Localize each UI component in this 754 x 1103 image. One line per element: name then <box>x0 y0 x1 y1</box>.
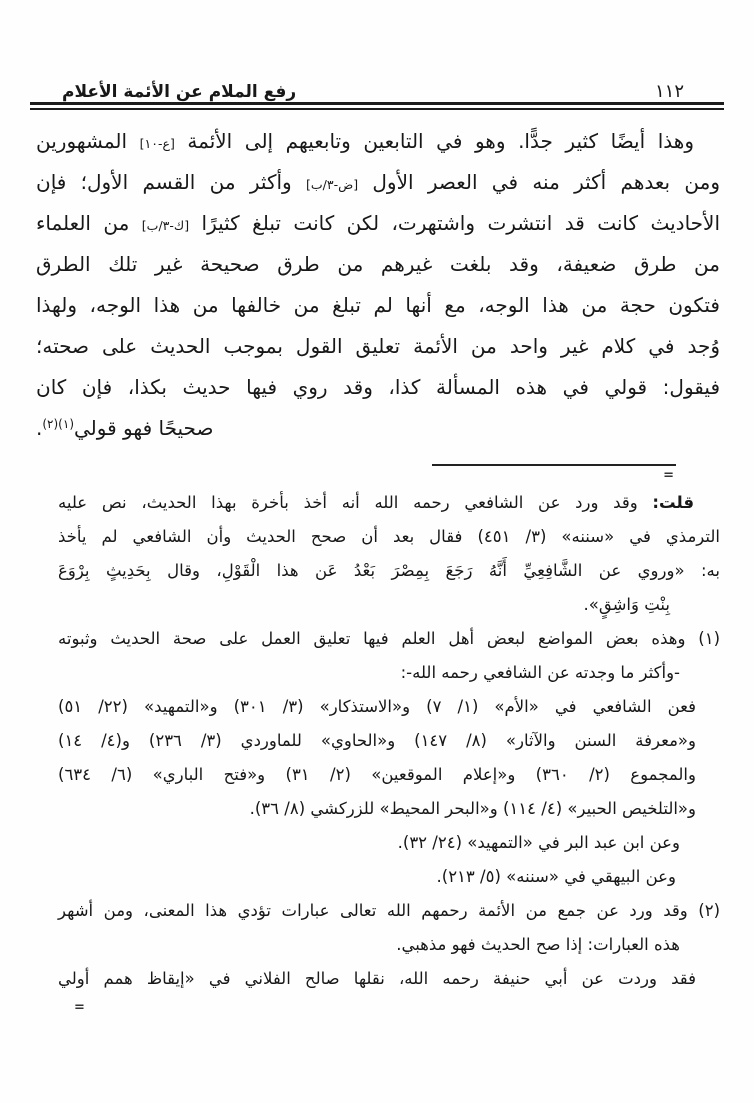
footnote-line: الترمذي في «سننه» (٣/ ٤٥١) فقال بعد أن صحح الحديث وأن الشافعي لم يأخذ <box>58 527 720 546</box>
footnote-line: (١) وهذه بعض المواضع لبعض أهل العلم فيها تعليق العمل على صحة الحديث وثبوته <box>58 629 720 648</box>
footnote-line: فقد وردت عن أبي حنيفة رحمه الله، نقلها صالح الفلاني في «إيقاظ همم أولي <box>58 969 696 988</box>
footnote-ref-markers: (١)(٢) <box>42 417 75 431</box>
main-text <box>36 121 720 449</box>
text-line <box>36 121 720 162</box>
qultu-lead: قلت: <box>652 493 694 512</box>
footnote-line: و«التلخيص الحبير» (٤/ ١١٤) و«البحر المحيط» للزركشي (٨/ ٣٦). <box>249 799 696 818</box>
text-segment: الأحاديث كانت قد انتشرت واشتهرت، لكن كانت تبلغ كثيرًا <box>201 211 721 235</box>
header-double-rule <box>30 102 724 110</box>
text-line: وُجد في كلام غير واحد من الأئمة تعليق القول بموجب الحديث على صحته؛ <box>36 334 720 358</box>
footnote-line: هذه العبارات: إذا صح الحديث فهو مذهبي. <box>396 935 680 954</box>
text-segment: المشهورين <box>36 129 128 153</box>
footnote-line: والمجموع (٢/ ٣٦٠) و«إعلام الموقعين» (٢/ ٣١) و«فتح الباري» (٦/ ٦٣٤) <box>58 765 696 784</box>
text-segment: صحيحًا فهو قولي <box>74 416 214 440</box>
book-title: رفع الملام عن الأئمة الأعلام <box>62 82 297 102</box>
continuation-mark-top: = <box>663 468 674 483</box>
page-number: ١١٢ <box>654 81 684 102</box>
text-segment: من العلماء <box>36 211 130 235</box>
footnote-separator <box>432 464 676 466</box>
text-line <box>36 408 720 449</box>
text-segment: وهذا أيضًا كثير جدًّا. وهو في التابعين وتابعيهم إلى الأئمة <box>187 129 695 153</box>
text-line <box>36 203 720 244</box>
footnotes-section <box>58 486 720 996</box>
page-header <box>32 70 720 102</box>
footnote-line: فعن الشافعي في «الأم» (١/ ٧) و«الاستذكار» (٣/ ٣٠١) و«التمهيد» (٢٢/ ٥١) <box>58 697 696 716</box>
text-line: فتكون حجة من هذا الوجه، مع أنها لم تبلغ من خالفها من هذا الوجه، ولهذا <box>36 293 720 317</box>
footnote-line: وعن ابن عبد البر في «التمهيد» (٢٤/ ٣٢). <box>397 833 680 852</box>
text-segment: وقد ورد عن الشافعي رحمه الله أنه أخذ بأخرة بهذا الحديث، نص عليه <box>58 493 653 512</box>
text-segment: . <box>36 416 43 440</box>
footnote-line: به: «وروي عن الشَّافِعِيِّ أَنَّهُ رَجَعَ بِمِصْرَ بَعْدُ عَن هذا الْقَوْلِ، وقال بِحَدِيثٍ بِرْوَعَ <box>58 561 720 580</box>
text-segment: ومن بعدهم أكثر منه في العصر الأول <box>372 170 720 194</box>
footnote-line: (٢) وقد ورد عن جمع من الأئمة رحمهم الله تعالى عبارات تؤدي هذا المعنى، ومن أشهر <box>58 901 720 920</box>
footnote-line: بِنْتِ وَاشِقٍ». <box>583 595 670 614</box>
footnote-line <box>58 486 720 520</box>
text-line: من طرق ضعيفة، وقد بلغت غيرهم من طرق صحيحة غير تلك الطرق <box>36 252 720 276</box>
text-line <box>36 162 720 203</box>
text-segment: وأكثر من القسم الأول؛ فإن <box>36 170 292 194</box>
manuscript-folio-ref: [ك-٣/ب] <box>141 218 190 233</box>
footnote-line: و«معرفة السنن والآثار» (٨/ ١٤٧) و«الحاوي» للماوردي (٣/ ٢٣٦) و(٤/ ١٤) <box>58 731 696 750</box>
footnote-line: -وأكثر ما وجدته عن الشافعي رحمه الله-: <box>400 663 680 682</box>
manuscript-folio-ref: [ع-١٠] <box>139 136 175 151</box>
text-line: فيقول: قولي في هذه المسألة كذا، وقد روي فيها حديث بكذا، فإن كان <box>36 375 720 399</box>
manuscript-folio-ref: [ض-٣/ب] <box>306 177 359 192</box>
continuation-mark-bottom: = <box>74 1000 85 1015</box>
footnote-line: وعن البيهقي في «سننه» (٥/ ٢١٣). <box>436 867 676 886</box>
